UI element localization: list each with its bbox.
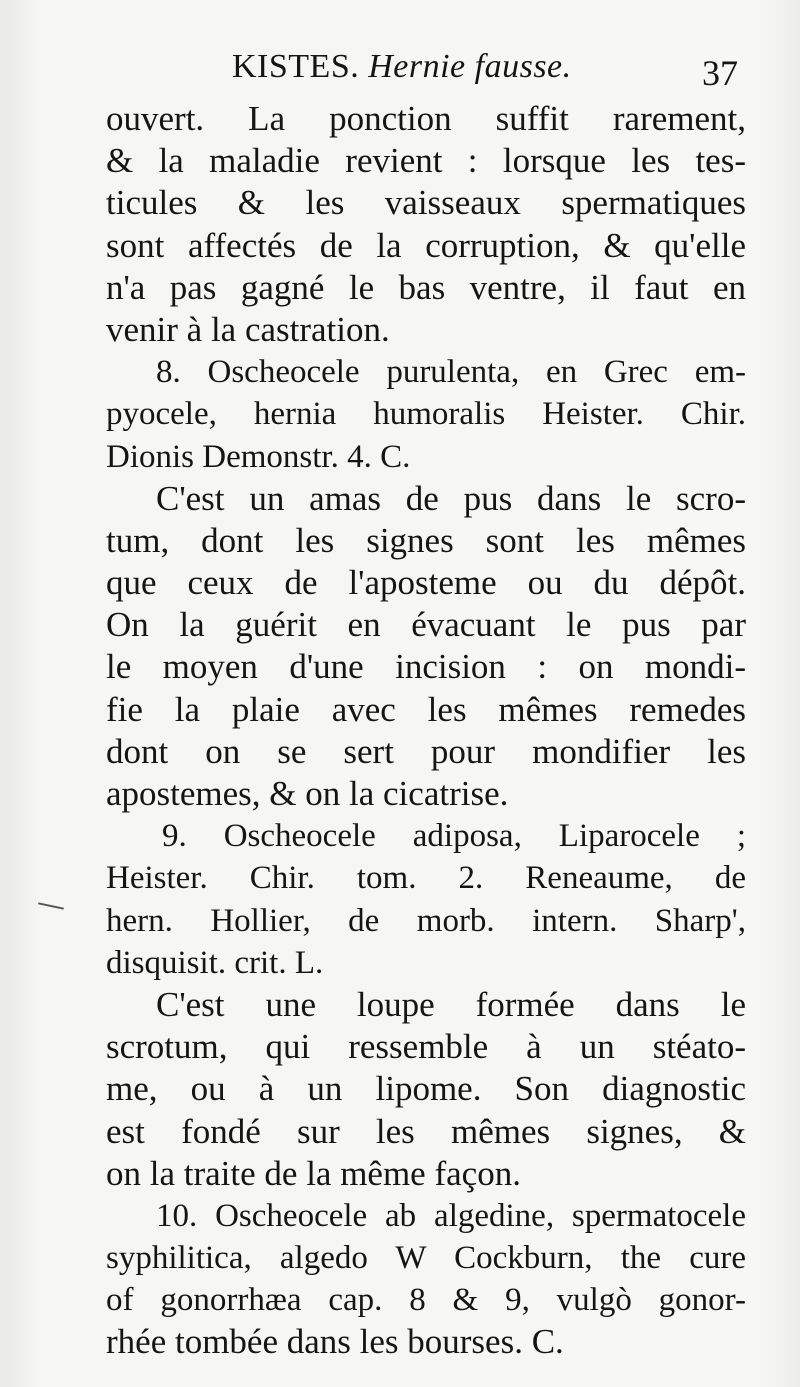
page-number: 37 [702, 53, 738, 93]
entry-heading-10-cont: syphilitica, algedo W Cockburn, the cure [106, 1240, 746, 1277]
text-line: ouvert. La ponction suffit rarement, [106, 99, 746, 138]
text-line: tum, dont les signes sont les mêmes [106, 520, 746, 560]
entry-heading-9-cont: disquisit. crit. L. [106, 944, 324, 981]
margin-mark [38, 902, 64, 909]
text-line: me, ou à un lipome. Son diagnostic [106, 1069, 746, 1109]
text-line: on la traite de la même façon. [106, 1153, 521, 1193]
text-line: le moyen d'une incision : on mondi- [106, 647, 746, 687]
running-title [232, 48, 572, 86]
running-header [0, 48, 800, 104]
entry-heading-10-cont: of gonorrhæa cap. 8 & 9, vulgò gonor- [106, 1282, 746, 1319]
text-line: C'est une loupe formée dans le [156, 984, 746, 1024]
entry-heading-8-cont: Dionis Demonstr. 4. C. [106, 438, 411, 475]
running-title-subtitle: Hernie fausse. [368, 48, 572, 85]
running-title-main: KISTES. [232, 48, 360, 85]
text-line: C'est un amas de pus dans le scro- [156, 478, 746, 518]
text-line: est fondé sur les mêmes signes, & [106, 1111, 746, 1151]
text-line: sont affectés de la corruption, & qu'elle [106, 225, 746, 265]
entry-heading-10: 10. Oscheocele ab algedine, spermatocele [156, 1197, 746, 1234]
text-line: n'a pas gagné le bas ventre, il faut en [106, 267, 746, 307]
text-line: apostemes, & on la cicatrise. [106, 774, 509, 813]
text-line: que ceux de l'aposteme ou du dépôt. [106, 563, 746, 603]
text-line: rhée tombée dans les bourses. C. [106, 1322, 564, 1362]
text-line: fie la plaie avec les mêmes remedes [106, 689, 746, 729]
entry-heading-8-cont: pyocele, hernia humoralis Heister. Chir. [106, 396, 746, 433]
text-line: venir à la castration. [106, 309, 390, 349]
entry-heading-9: 9. Oscheocele adiposa, Liparocele ; [162, 818, 746, 855]
body-text [106, 98, 746, 1364]
text-line: dont on se sert pour mondifier les [106, 731, 746, 771]
entry-heading-9-cont: Heister. Chir. tom. 2. Reneaume, de [106, 860, 746, 897]
text-line: scrotum, qui ressemble à un stéato- [106, 1027, 746, 1067]
text-line: ticules & les vaisseaux spermatiques [106, 183, 746, 223]
text-line: & la maladie revient : lorsque les tes- [106, 141, 746, 181]
entry-heading-9-cont: hern. Hollier, de morb. intern. Sharp', [106, 902, 746, 939]
entry-heading-8: 8. Oscheocele purulenta, en Grec em- [156, 354, 746, 391]
text-line: On la guérit en évacuant le pus par [106, 605, 746, 645]
